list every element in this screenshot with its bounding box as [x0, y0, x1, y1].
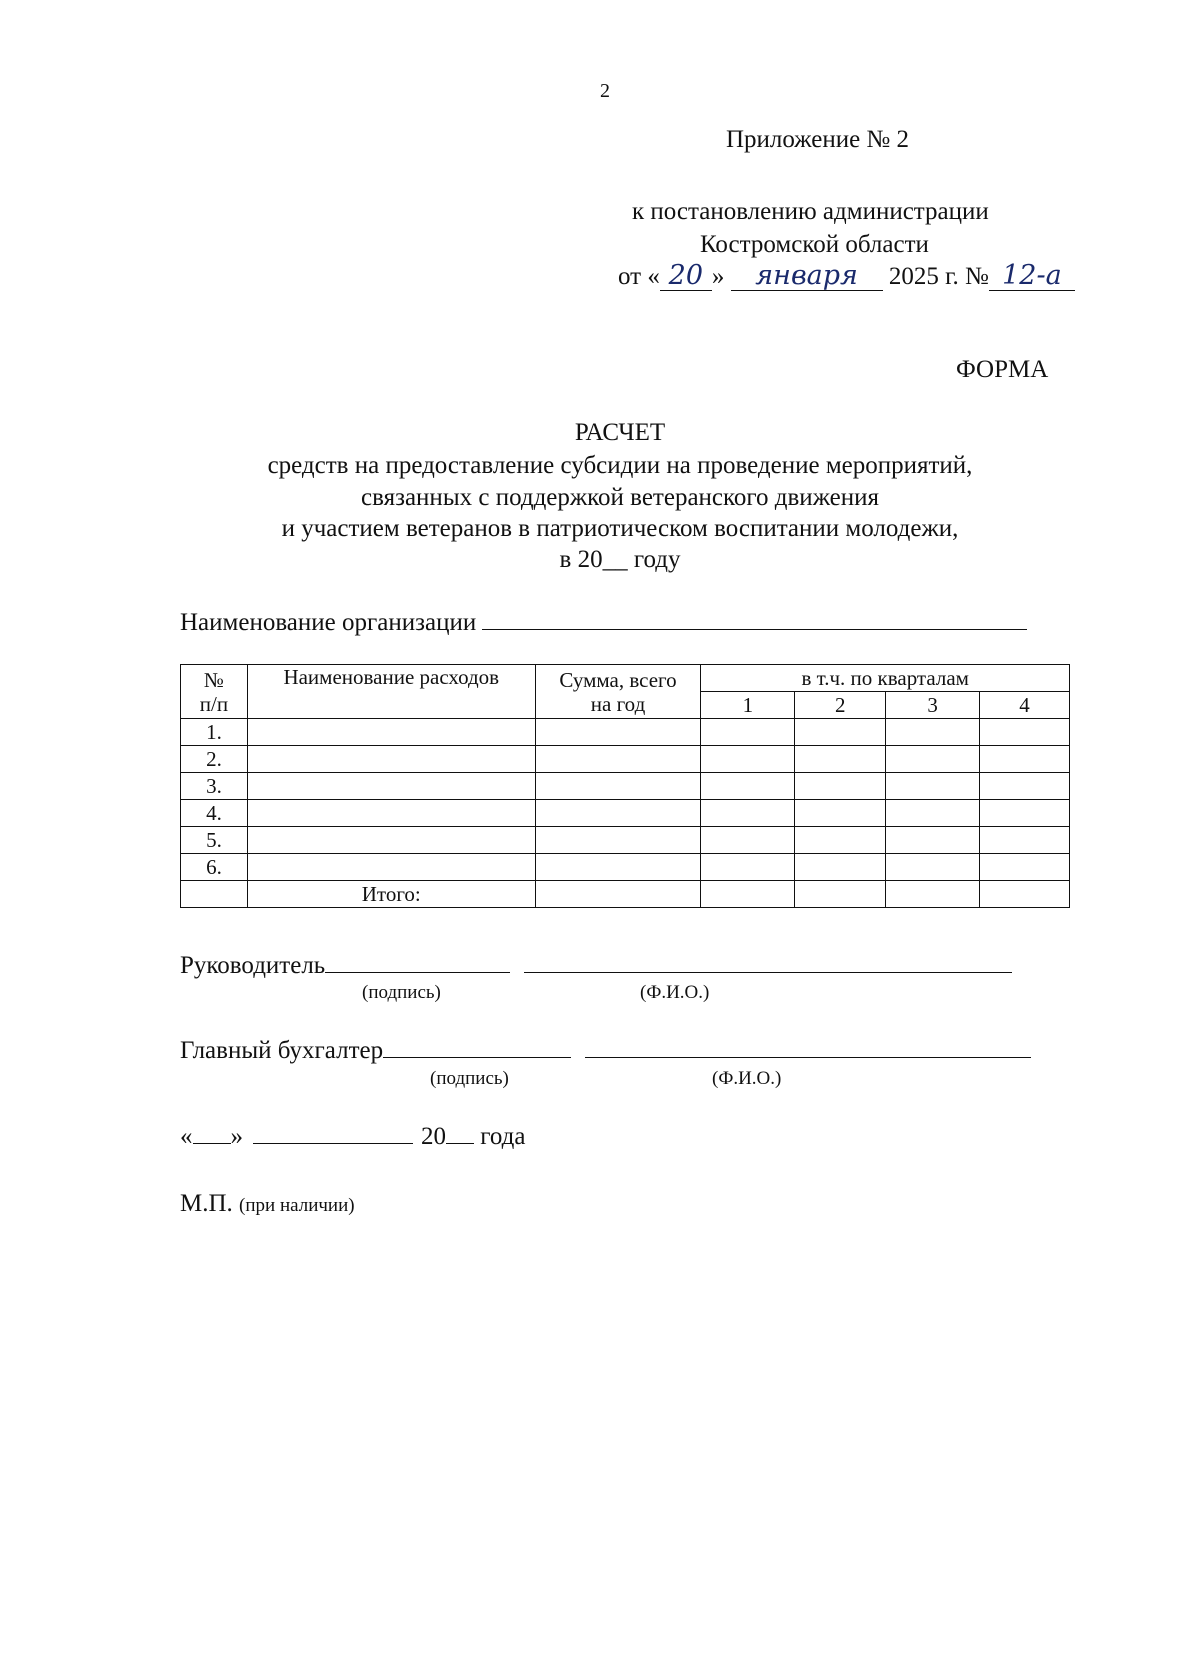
- stamp-place: [180, 1190, 355, 1218]
- accountant-label: Главный бухгалтер: [180, 1037, 384, 1064]
- cell[interactable]: [535, 719, 701, 746]
- header-quarter-3: 3: [886, 692, 980, 719]
- date-line: [180, 1123, 525, 1151]
- table-row: [181, 719, 1070, 746]
- doc-subtitle-1: средств на предоставление субсидии на проведение мероприятий,: [267, 452, 973, 479]
- head-fio-blank[interactable]: [524, 952, 1012, 973]
- cell[interactable]: [247, 827, 535, 854]
- accountant-sign-hint: (подпись): [430, 1068, 509, 1089]
- decree-line-1: к постановлению администрации: [632, 198, 989, 225]
- cell[interactable]: [980, 773, 1070, 800]
- cell[interactable]: [795, 881, 886, 908]
- head-signature-blank[interactable]: [325, 952, 510, 973]
- cell[interactable]: [980, 746, 1070, 773]
- decree-year: 2025 г. №: [888, 263, 989, 290]
- head-signature-line: [180, 952, 1012, 980]
- table-row: [181, 746, 1070, 773]
- cell[interactable]: [701, 881, 795, 908]
- org-name-field: [180, 607, 1027, 637]
- header-quarters: в т.ч. по кварталам: [701, 665, 1070, 692]
- date-close-quote: »: [230, 1123, 243, 1150]
- cell[interactable]: [701, 746, 795, 773]
- date-year-blank[interactable]: [446, 1123, 474, 1144]
- cell[interactable]: [535, 881, 701, 908]
- cell[interactable]: [886, 773, 980, 800]
- header-no: № п/п: [181, 665, 248, 719]
- doc-heading: РАСЧЕТ: [574, 419, 666, 446]
- cell[interactable]: [795, 773, 886, 800]
- row-number: 5.: [181, 827, 248, 854]
- cell: [181, 881, 248, 908]
- appendix-title: Приложение № 2: [726, 126, 910, 153]
- header-name: Наименование расходов: [247, 665, 535, 719]
- cell[interactable]: [701, 773, 795, 800]
- accountant-fio-blank[interactable]: [585, 1037, 1031, 1058]
- table-row: [181, 827, 1070, 854]
- stamp-note: (при наличии): [239, 1195, 355, 1216]
- accountant-signature-blank[interactable]: [383, 1037, 571, 1058]
- decree-line-2: Костромской области: [700, 231, 929, 258]
- handwritten-day: 20: [660, 262, 712, 291]
- handwritten-number: 12-а: [989, 262, 1075, 291]
- head-fio-hint: (Ф.И.О.): [640, 982, 710, 1003]
- cell[interactable]: [795, 800, 886, 827]
- total-label: Итого:: [247, 881, 535, 908]
- header-quarter-2: 2: [795, 692, 886, 719]
- cell[interactable]: [886, 746, 980, 773]
- doc-subtitle-3: и участием ветеранов в патриотическом воспитании молодежи,: [281, 515, 959, 542]
- cell[interactable]: [535, 827, 701, 854]
- date-open-quote: «: [180, 1123, 193, 1150]
- date-suffix: года: [480, 1123, 526, 1150]
- cell[interactable]: [701, 854, 795, 881]
- cell[interactable]: [535, 800, 701, 827]
- cell[interactable]: [535, 854, 701, 881]
- header-quarter-1: 1: [701, 692, 795, 719]
- cell[interactable]: [247, 719, 535, 746]
- cell[interactable]: [980, 800, 1070, 827]
- cell[interactable]: [980, 881, 1070, 908]
- cell[interactable]: [886, 854, 980, 881]
- total-row: [181, 881, 1070, 908]
- stamp-label: М.П.: [180, 1190, 233, 1217]
- cell[interactable]: [886, 827, 980, 854]
- date-month-blank[interactable]: [253, 1123, 413, 1144]
- head-label: Руководитель: [180, 952, 326, 979]
- table-row: [181, 800, 1070, 827]
- row-number: 2.: [181, 746, 248, 773]
- row-number: 3.: [181, 773, 248, 800]
- cell[interactable]: [247, 746, 535, 773]
- head-sign-hint: (подпись): [362, 982, 441, 1003]
- cell[interactable]: [980, 827, 1070, 854]
- accountant-fio-hint: (Ф.И.О.): [712, 1068, 782, 1089]
- header-sum: Сумма, всего на год: [535, 665, 701, 719]
- doc-subtitle-4: в 20__ году: [559, 546, 681, 573]
- cell[interactable]: [535, 773, 701, 800]
- org-blank-line[interactable]: [482, 607, 1027, 630]
- accountant-signature-line: [180, 1037, 1031, 1065]
- cell[interactable]: [980, 719, 1070, 746]
- table-row: [181, 773, 1070, 800]
- cell[interactable]: [886, 719, 980, 746]
- date-day-blank[interactable]: [193, 1123, 231, 1144]
- handwritten-month: января: [731, 262, 883, 291]
- decree-prefix: от «: [618, 263, 660, 290]
- row-number: 6.: [181, 854, 248, 881]
- decree-date-line: [618, 262, 1075, 291]
- cell[interactable]: [701, 800, 795, 827]
- doc-subtitle-2: связанных с поддержкой ветеранского движения: [361, 484, 879, 511]
- cell[interactable]: [247, 800, 535, 827]
- header-quarter-4: 4: [980, 692, 1070, 719]
- table-row: [181, 854, 1070, 881]
- org-label: Наименование организации: [180, 609, 477, 636]
- decree-mid: »: [711, 263, 725, 290]
- cell[interactable]: [795, 719, 886, 746]
- cell[interactable]: [886, 881, 980, 908]
- cell[interactable]: [980, 854, 1070, 881]
- cell[interactable]: [795, 854, 886, 881]
- cell[interactable]: [701, 719, 795, 746]
- form-label: ФОРМА: [956, 356, 1049, 383]
- page-number: 2: [600, 80, 610, 102]
- cell[interactable]: [247, 854, 535, 881]
- cell[interactable]: [795, 827, 886, 854]
- row-number: 4.: [181, 800, 248, 827]
- date-year-prefix: 20: [421, 1123, 446, 1150]
- calculation-table: [180, 664, 1070, 908]
- cell[interactable]: [247, 773, 535, 800]
- cell[interactable]: [701, 827, 795, 854]
- cell[interactable]: [886, 800, 980, 827]
- cell[interactable]: [795, 746, 886, 773]
- cell[interactable]: [535, 746, 701, 773]
- row-number: 1.: [181, 719, 248, 746]
